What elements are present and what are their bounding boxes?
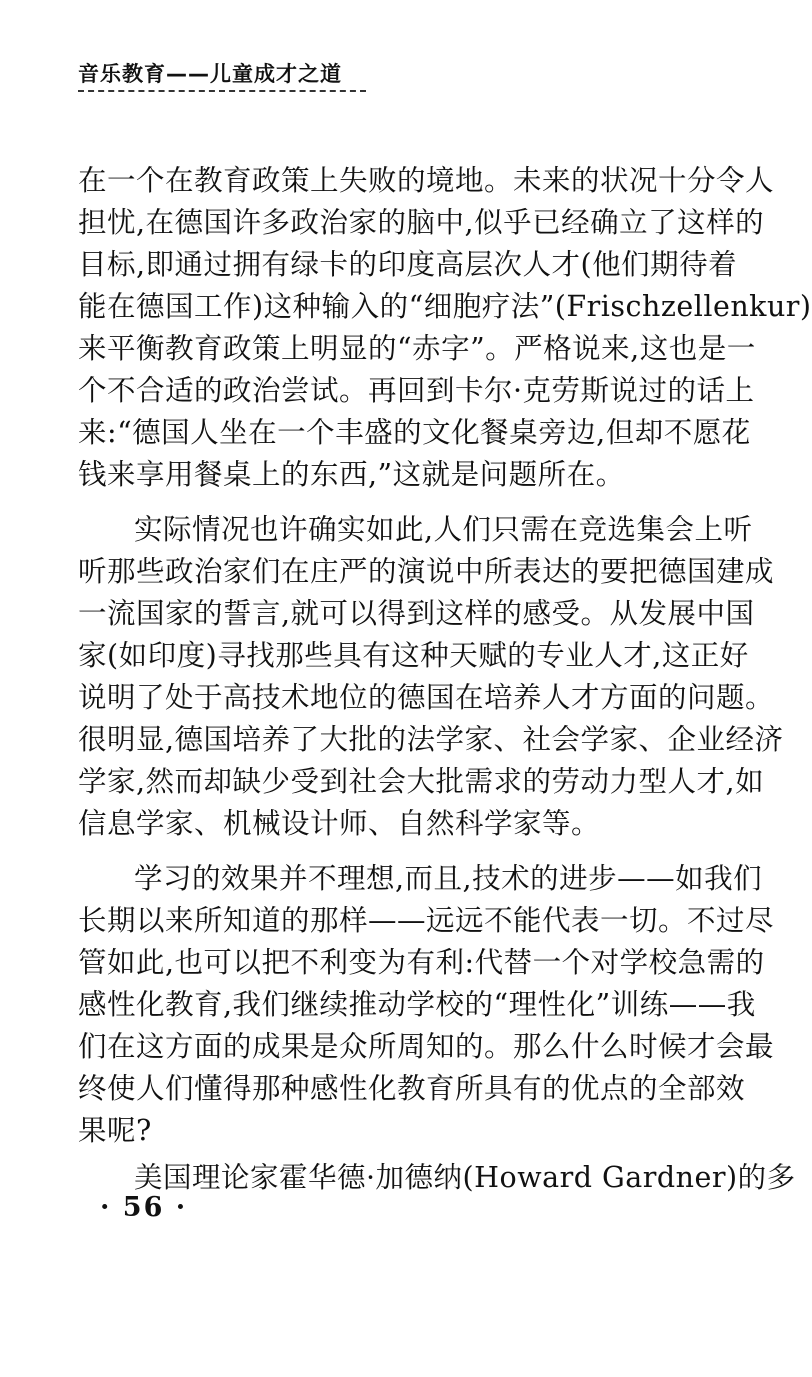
text-line: 管如此,也可以把不利变为有利:代替一个对学校急需的 [78,946,765,979]
text-line: 实际情况也许确实如此,人们只需在竞选集会上听 [134,513,753,546]
text-line: 担忧,在德国许多政治家的脑中,似乎已经确立了这样的 [78,206,765,239]
text-line: 目标,即通过拥有绿卡的印度高层次人才(他们期待着 [78,248,738,281]
text-line: 在一个在教育政策上失败的境地。未来的状况十分令人 [78,164,775,197]
text-line: 能在德国工作)这种输入的“细胞疗法”(Frischzellenkur) [78,290,812,323]
text-line: 学习的效果并不理想,而且,技术的进步——如我们 [134,862,763,895]
text-line: 们在这方面的成果是众所周知的。那么什么时候才会最 [78,1030,775,1063]
text-line: 一流国家的誓言,就可以得到这样的感受。从发展中国 [78,597,755,630]
running-head-rule [78,90,366,92]
text-line: 信息学家、机械设计师、自然科学家等。 [78,807,601,840]
text-line: 很明显,德国培养了大批的法学家、社会学家、企业经济 [78,723,784,756]
text-line: 果呢? [78,1114,152,1147]
text-line: 来平衡教育政策上明显的“赤字”。严格说来,这也是一 [78,332,756,365]
text-line: 个不合适的政治尝试。再回到卡尔·克劳斯说过的话上 [78,374,755,407]
text-line: 听那些政治家们在庄严的演说中所表达的要把德国建成 [78,555,775,588]
text-line: 来:“德国人坐在一个丰盛的文化餐桌旁边,但却不愿花 [78,416,751,449]
running-head: 音乐教育——儿童成才之道 [78,62,342,86]
text-line: 钱来享用餐桌上的东西,”这就是问题所在。 [78,458,625,491]
text-line: 长期以来所知道的那样——远远不能代表一切。不过尽 [78,904,775,937]
text-line: 终使人们懂得那种感性化教育所具有的优点的全部效 [78,1072,746,1105]
text-line: 美国理论家霍华德·加德纳(Howard Gardner)的多 [134,1161,796,1194]
page-number: · 56 · [100,1192,188,1223]
text-line: 家(如印度)寻找那些具有这种天赋的专业人才,这正好 [78,639,749,672]
text-line: 学家,然而却缺少受到社会大批需求的劳动力型人才,如 [78,765,765,798]
text-line: 说明了处于高技术地位的德国在培养人才方面的问题。 [78,681,775,714]
text-line: 感性化教育,我们继续推动学校的“理性化”训练——我 [78,988,756,1021]
